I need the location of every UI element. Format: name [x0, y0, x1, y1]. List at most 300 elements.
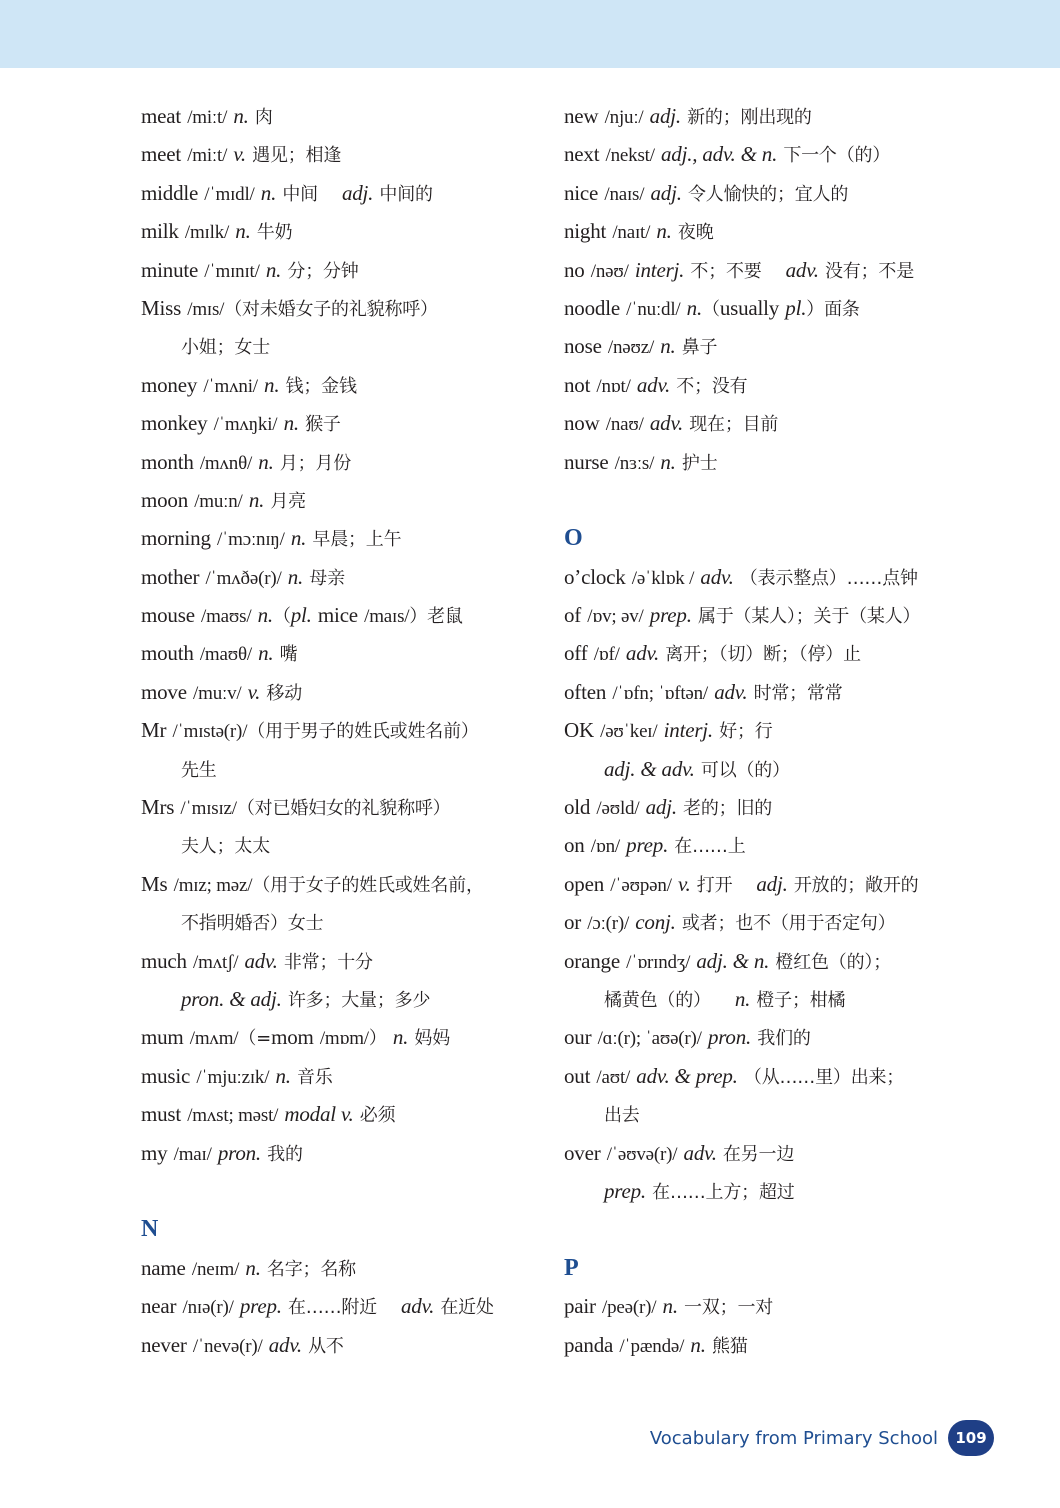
headword: our: [564, 1025, 592, 1050]
pronunciation: /ˈmjuːzɪk/: [196, 1066, 270, 1088]
entry-continuation: [141, 903, 551, 941]
part-of-speech: adj.: [650, 180, 682, 205]
pronunciation: /ˈmɪsɪz/: [180, 798, 237, 820]
page-footer: [650, 1420, 994, 1456]
headword: often: [564, 679, 607, 704]
dictionary-entry: [141, 634, 551, 672]
definition: 夜晚: [677, 222, 714, 244]
definition: 必须: [359, 1105, 396, 1127]
pronunciation: /miːt/: [187, 145, 228, 167]
section-spacer: [564, 1210, 1004, 1248]
dictionary-entry: [564, 1134, 1004, 1172]
definition: 牛奶: [256, 222, 293, 244]
dictionary-entry: [564, 443, 1004, 481]
definition: 月亮: [270, 490, 306, 512]
pronunciation: /peə(r)/: [602, 1297, 657, 1319]
dictionary-entry: [141, 1249, 551, 1287]
definition: 早晨；上午: [312, 529, 402, 551]
pronunciation: /ɒv; əv/: [587, 606, 644, 628]
part-of-speech: adv.: [268, 1332, 302, 1357]
definition: 不；没有: [676, 375, 748, 397]
part-of-speech: prep.: [649, 603, 692, 628]
part-of-speech: n.: [283, 411, 299, 436]
pronunciation: /maʊs/: [201, 606, 252, 628]
headword: pair: [564, 1294, 596, 1319]
definition: 猴子: [305, 414, 341, 436]
dictionary-entry: [141, 404, 551, 442]
usage-note: （用于男子的姓氏或姓名前）: [247, 721, 479, 743]
plural-form: mice: [317, 603, 358, 628]
pronunciation: /ɒf/: [593, 644, 620, 666]
dictionary-entry: [141, 289, 551, 327]
headword: over: [564, 1140, 601, 1165]
headword: Miss: [141, 295, 182, 320]
dictionary-entry: [564, 1287, 1004, 1325]
definition: 从不: [308, 1335, 344, 1357]
dictionary-entry: [141, 251, 551, 289]
definition: 属于（某人）；关于（某人）: [697, 606, 921, 628]
definition: 中间的: [379, 183, 433, 205]
pronunciation: /ˈmʌni/: [203, 375, 258, 397]
definition: 在……附近: [287, 1297, 377, 1319]
part-of-speech: pron.: [707, 1025, 752, 1050]
definition: 在近处: [440, 1297, 494, 1319]
dictionary-entry: [141, 673, 551, 711]
dictionary-entry: [564, 942, 1004, 980]
pronunciation: /ˈɒrɪndʒ/: [626, 951, 691, 973]
part-of-speech: modal v.: [284, 1102, 354, 1127]
definition: 我的: [267, 1143, 303, 1165]
part-of-speech: n.: [287, 564, 304, 589]
part-of-speech: n.: [734, 986, 751, 1011]
part-of-speech: adj.: [649, 104, 681, 128]
pronunciation: /ɑː(r); ˈaʊə(r)/: [597, 1028, 702, 1050]
dictionary-entry: [564, 711, 1004, 749]
definition: 好；行: [719, 721, 773, 743]
pronunciation: /əʊˈkeɪ/: [600, 721, 658, 743]
definition: 在另一边: [722, 1143, 795, 1165]
definition: 名字；名称: [266, 1258, 356, 1280]
definition: 母亲: [309, 567, 345, 589]
definition: 音乐: [296, 1066, 333, 1088]
headword: new: [564, 104, 599, 128]
dictionary-entry: [564, 1057, 1004, 1095]
entry-continuation: [564, 1095, 1004, 1133]
part-of-speech: n.: [656, 219, 672, 244]
dictionary-entry: [564, 174, 1004, 212]
headword: must: [141, 1102, 182, 1127]
part-of-speech: n.: [265, 257, 282, 282]
pronunciation: /naɪs/: [604, 183, 645, 205]
pronunciation: /ˈmʌðə(r)/: [205, 567, 282, 589]
pronunciation: /ɔː(r)/: [587, 913, 630, 935]
headword: monkey: [141, 411, 208, 436]
definition: 钱；金钱: [285, 375, 357, 397]
definition: 开放的；敞开的: [793, 874, 919, 896]
headword: nose: [564, 334, 602, 359]
headword: meet: [141, 142, 182, 167]
definition: 护士: [681, 452, 718, 474]
pronunciation: /naʊ/: [605, 414, 644, 436]
headword: noodle: [564, 295, 620, 320]
pronunciation: /miːt/: [187, 107, 228, 128]
dictionary-entry: [564, 673, 1004, 711]
headword: next: [564, 142, 600, 167]
pronunciation: /ˈəʊvə(r)/: [606, 1143, 678, 1165]
entry-continuation: [564, 980, 1004, 1018]
dictionary-entry: [564, 212, 1004, 250]
dictionary-entry: [564, 788, 1004, 826]
section-spacer: [141, 1172, 551, 1210]
part-of-speech: n.: [264, 372, 280, 397]
definition: 熊猫: [711, 1335, 748, 1357]
definition: 橙子；柑橘: [756, 989, 846, 1011]
bracket-close: ）: [409, 606, 428, 628]
dictionary-entry: [141, 596, 551, 634]
definition: 非常；十分: [283, 951, 373, 973]
pronunciation: /nɪə(r)/: [182, 1297, 234, 1319]
part-of-speech: n.: [260, 180, 277, 205]
part-of-speech: adv. & prep.: [636, 1063, 738, 1088]
dictionary-entry: [564, 903, 1004, 941]
part-of-speech: n.: [392, 1025, 409, 1050]
pronunciation: /nekst/: [605, 145, 655, 167]
headword: mouth: [141, 641, 194, 666]
definition: 鼻子: [681, 337, 718, 359]
dictionary-entry: [141, 1326, 551, 1364]
page-number-badge: 109: [948, 1420, 994, 1456]
part-of-speech: interj.: [663, 718, 713, 743]
definition: 我们的: [757, 1028, 811, 1050]
part-of-speech: n.: [233, 104, 249, 128]
pronunciation: /nəʊ/: [590, 260, 629, 282]
dictionary-entry: [564, 251, 1004, 289]
part-of-speech: adj.: [341, 180, 374, 205]
bracket-close: ）: [368, 1028, 387, 1050]
usage-note: （对未婚女子的礼貌称呼）: [224, 298, 438, 320]
dictionary-entry: [141, 97, 551, 135]
headword: or: [564, 910, 582, 935]
plural-pronunciation: /maɪs/: [364, 606, 410, 628]
definition: 中间: [282, 183, 318, 205]
definition: 橙红色（的）；: [775, 951, 891, 973]
dictionary-entry: [141, 558, 551, 596]
definition: 可以（的）: [700, 759, 790, 781]
definition: 在……上方；超过: [652, 1181, 795, 1203]
definition: （表示整点）……点钟: [739, 567, 918, 589]
part-of-speech: v.: [233, 142, 246, 167]
pronunciation: /ˈmɔːnɪŋ/: [216, 529, 285, 551]
part-of-speech: v.: [677, 871, 691, 896]
headword: milk: [141, 219, 179, 244]
pronunciation: /mʌnθ/: [199, 452, 253, 474]
headword: money: [141, 372, 198, 397]
part-of-speech: v.: [247, 679, 261, 704]
part-of-speech: n.: [258, 449, 274, 474]
part-of-speech: adv.: [636, 372, 671, 397]
headword: OK: [564, 718, 594, 743]
pronunciation: /əˈklɒk /: [631, 567, 695, 589]
part-of-speech: n.: [245, 1255, 261, 1280]
pronunciation: /ˈmɪnɪt/: [204, 260, 260, 282]
headword: Mrs: [141, 795, 175, 820]
headword: minute: [141, 257, 199, 282]
definition: 新的；刚出现的: [687, 107, 812, 128]
headword: move: [141, 679, 187, 704]
dictionary-entry: [564, 327, 1004, 365]
definition: 不；不要: [690, 260, 762, 282]
pronunciation: /ˈnuːdl/: [626, 298, 681, 320]
entry-continuation: [141, 826, 551, 864]
headword: never: [141, 1332, 187, 1357]
part-of-speech: n.: [275, 1063, 291, 1088]
bracket-open: （=: [238, 1028, 272, 1050]
part-of-speech: adv.: [625, 641, 660, 666]
bracket-open: （: [272, 606, 291, 628]
part-of-speech: n.: [660, 334, 676, 359]
headword: Ms: [141, 871, 168, 896]
pronunciation: /mʌm/: [189, 1028, 239, 1050]
definition: 一双；一对: [684, 1297, 774, 1319]
pronunciation: /ˈmɪdl/: [204, 183, 255, 205]
definition: 分；分钟: [287, 260, 359, 282]
dictionary-entry: [564, 596, 1004, 634]
dictionary-entry: [141, 1287, 551, 1325]
entry-continuation: [141, 980, 551, 1018]
usage-note: （对已婚妇女的礼貌称呼）: [236, 798, 451, 820]
definition: 妈妈: [414, 1028, 450, 1050]
plural-label: pl.: [785, 295, 807, 320]
headword: near: [141, 1294, 177, 1319]
pronunciation: /neɪm/: [191, 1258, 240, 1280]
dictionary-entry: [141, 135, 551, 173]
part-of-speech: adv.: [700, 564, 734, 589]
entry-continuation: [141, 327, 551, 365]
section-letter-heading: O: [564, 525, 583, 552]
entry-continuation: [564, 1172, 1004, 1210]
section-spacer: [564, 481, 1004, 519]
headword: now: [564, 411, 600, 436]
definition: 不指明婚否）女士: [181, 913, 324, 935]
dictionary-entry: [141, 865, 551, 903]
pronunciation: /nɒt/: [596, 375, 631, 397]
definition: （从……里）出来；: [743, 1066, 905, 1088]
pronunciation: /ˈmɪstə(r)/: [172, 721, 248, 743]
pronunciation: /maʊθ/: [199, 644, 252, 666]
headword: month: [141, 449, 194, 474]
definition: 小姐；女士: [181, 337, 270, 359]
right-column: [564, 97, 1004, 1364]
definition: 遇见；相逢: [252, 145, 342, 167]
headword: middle: [141, 180, 199, 205]
headword: old: [564, 795, 591, 820]
pronunciation: /ˈmʌŋki/: [213, 414, 278, 436]
part-of-speech: adj. & n.: [696, 948, 770, 973]
dictionary-entry: [564, 404, 1004, 442]
dictionary-entry: [141, 174, 551, 212]
headword: off: [564, 641, 588, 666]
headword: o’clock: [564, 564, 626, 589]
part-of-speech: prep.: [239, 1294, 282, 1319]
headword: moon: [141, 487, 189, 512]
plural-label: pl.: [290, 603, 312, 628]
usage-label: usually: [719, 295, 780, 320]
part-of-speech: n.: [257, 603, 273, 628]
dictionary-entry: [564, 366, 1004, 404]
part-of-speech: adv.: [649, 411, 684, 436]
definition: 月；月份: [279, 452, 351, 474]
dictionary-entry: [564, 289, 1004, 327]
headword: night: [564, 219, 607, 244]
dictionary-entry: [564, 634, 1004, 672]
pronunciation: /ˈpændə/: [619, 1335, 685, 1357]
definition: 嘴: [279, 644, 298, 666]
part-of-speech: adv.: [244, 948, 278, 973]
pronunciation: /muːv/: [193, 682, 242, 704]
headword: mum: [141, 1025, 184, 1050]
headword: panda: [564, 1332, 614, 1357]
definition: 在……上: [674, 836, 746, 858]
pronunciation: /aʊt/: [596, 1066, 631, 1088]
definition: 打开: [696, 874, 733, 896]
part-of-speech: n.: [690, 1332, 706, 1357]
headword: orange: [564, 948, 620, 973]
pronunciation: /nɜːs/: [614, 452, 655, 474]
dictionary-entry: [141, 366, 551, 404]
dictionary-entry: [141, 711, 551, 749]
pronunciation: /naɪt/: [612, 222, 651, 244]
part-of-speech: n.: [662, 1294, 678, 1319]
part-of-speech: n.: [290, 526, 307, 551]
headword: mouse: [141, 603, 195, 628]
headword: nurse: [564, 449, 609, 474]
part-of-speech: adv.: [400, 1294, 435, 1319]
pronunciation: /ˈnevə(r)/: [192, 1335, 263, 1357]
footer-title: Vocabulary from Primary School: [649, 1427, 938, 1449]
pronunciation: /əʊld/: [596, 798, 640, 820]
dictionary-entry: [141, 1018, 551, 1056]
dictionary-entry: [141, 788, 551, 826]
pronunciation: /ˈəʊpən/: [610, 874, 672, 896]
definition: 老的；旧的: [683, 798, 773, 820]
part-of-speech: n.: [660, 449, 676, 474]
dictionary-entry: [141, 1095, 551, 1133]
part-of-speech: adj.: [756, 871, 788, 896]
dictionary-entry: [141, 942, 551, 980]
dictionary-entry: [141, 443, 551, 481]
top-banner: [0, 0, 1060, 68]
headword: music: [141, 1063, 191, 1088]
headword: no: [564, 257, 585, 282]
alternate-pronunciation: /mɒm/: [319, 1028, 369, 1050]
pronunciation: /nəʊz/: [607, 337, 655, 359]
part-of-speech: n.: [248, 487, 265, 512]
pronunciation: /mɪz; məz/: [173, 874, 253, 896]
definition: 时常；常常: [753, 682, 843, 704]
definition: 出去: [604, 1105, 640, 1127]
headword: open: [564, 871, 605, 896]
part-of-speech: pron.: [217, 1140, 261, 1165]
left-column: [141, 97, 551, 1364]
dictionary-entry: [141, 481, 551, 519]
usage-note: （用于女子的姓氏或姓名前，: [252, 874, 484, 896]
pronunciation: /njuː/: [604, 107, 644, 128]
dictionary-entry: [141, 212, 551, 250]
part-of-speech: n.: [235, 219, 251, 244]
entry-continuation: [564, 750, 1004, 788]
definition: 老鼠: [427, 606, 463, 628]
dictionary-entry: [564, 826, 1004, 864]
alternate-form: mom: [271, 1025, 314, 1050]
definition: 离开；（切）断；（停）止: [665, 644, 861, 666]
definition: 面条: [824, 298, 860, 320]
definition: 橘黄色（的）: [604, 989, 711, 1011]
part-of-speech: adv.: [683, 1140, 717, 1165]
pronunciation: /mɪlk/: [184, 222, 230, 244]
pronunciation: /maɪ/: [173, 1143, 212, 1165]
dictionary-entry: [564, 558, 1004, 596]
part-of-speech: adj. & adv.: [604, 756, 695, 781]
dictionary-entry: [564, 1326, 1004, 1364]
bracket-open: （: [702, 298, 720, 320]
dictionary-entry: [564, 97, 1004, 135]
definition: 许多；大量；多少: [287, 989, 431, 1011]
bracket-close: ）: [806, 298, 825, 320]
part-of-speech: prep.: [604, 1178, 646, 1203]
definition: 令人愉快的；宜人的: [687, 183, 849, 205]
definition: 夫人；太太: [181, 836, 270, 858]
dictionary-entry: [564, 1018, 1004, 1056]
dictionary-entry: [141, 519, 551, 557]
definition: 移动: [266, 682, 303, 704]
definition: 下一个（的）: [783, 145, 891, 167]
definition: 现在；目前: [689, 414, 779, 436]
pronunciation: /mʌst; məst/: [187, 1105, 279, 1127]
dictionary-entry: [141, 1057, 551, 1095]
part-of-speech: n.: [258, 641, 274, 666]
pronunciation: /ɒn/: [590, 836, 620, 858]
definition: 肉: [254, 107, 273, 128]
headword: morning: [141, 526, 211, 551]
headword: on: [564, 833, 585, 858]
headword: out: [564, 1063, 591, 1088]
part-of-speech: conj.: [635, 910, 676, 935]
section-letter-heading: N: [141, 1216, 159, 1243]
definition: 或者；也不（用于否定句）: [681, 913, 896, 935]
part-of-speech: pron. & adj.: [181, 986, 282, 1011]
part-of-speech: prep.: [626, 833, 669, 858]
dictionary-entry: [564, 135, 1004, 173]
dictionary-entry: [141, 1134, 551, 1172]
headword: mother: [141, 564, 200, 589]
part-of-speech: adv.: [785, 257, 819, 282]
part-of-speech: adv.: [714, 679, 748, 704]
pronunciation: /mɪs/: [187, 298, 225, 320]
pronunciation: /muːn/: [194, 490, 243, 512]
headword: meat: [141, 104, 182, 128]
headword: not: [564, 372, 591, 397]
definition: 先生: [181, 759, 217, 781]
dictionary-entry: [564, 865, 1004, 903]
headword: name: [141, 1255, 186, 1280]
definition: 没有；不是: [825, 260, 914, 282]
part-of-speech: interj.: [634, 257, 685, 282]
headword: much: [141, 948, 187, 973]
headword: of: [564, 603, 582, 628]
part-of-speech: adj.: [645, 795, 677, 820]
headword: nice: [564, 180, 599, 205]
part-of-speech: n.: [686, 295, 703, 320]
